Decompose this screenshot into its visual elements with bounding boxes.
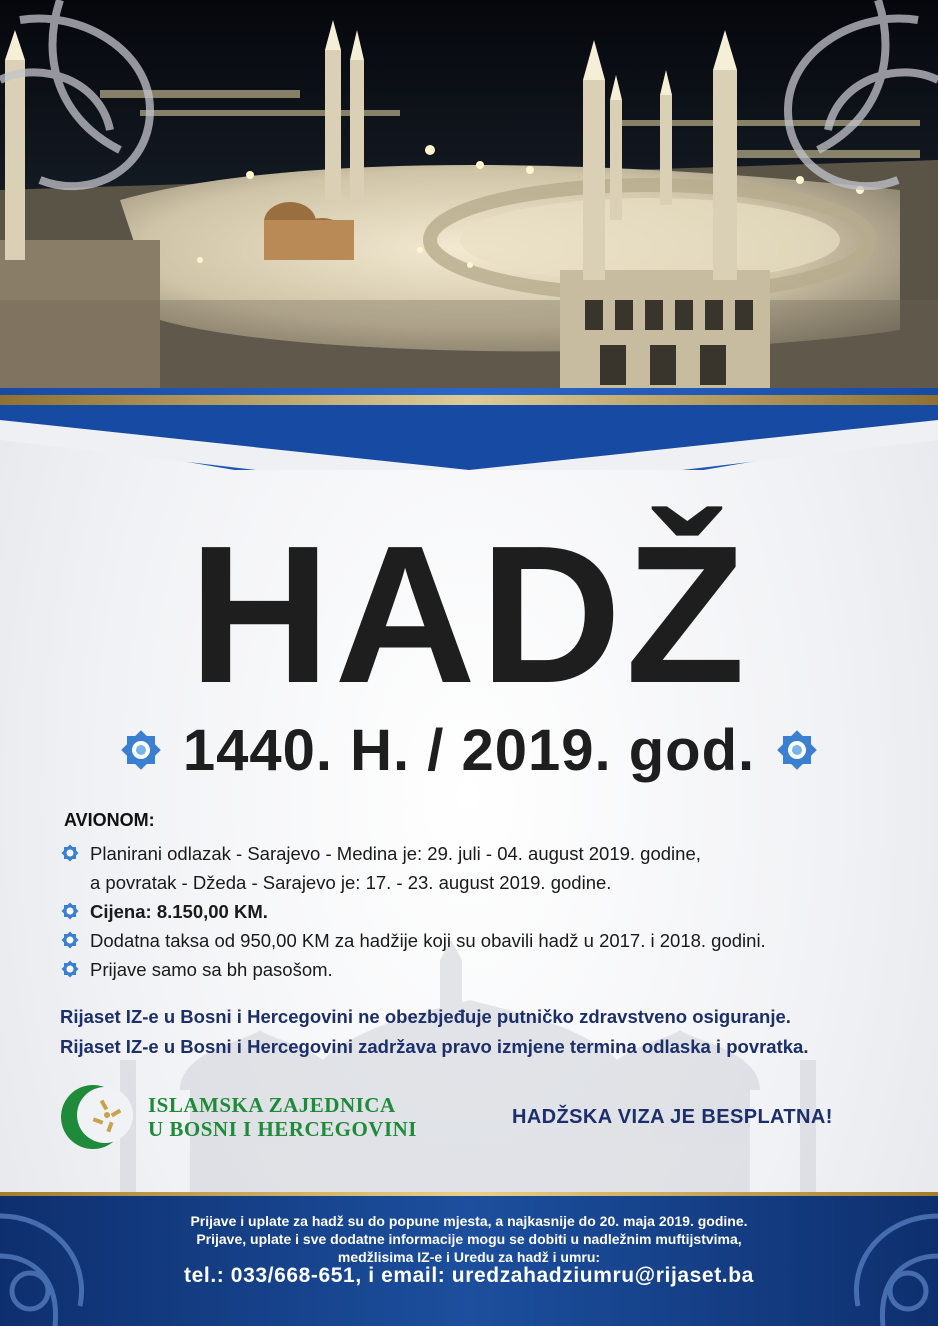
logo-text (148, 1093, 417, 1141)
departure-line-1: Planirani odlazak - Sarajevo - Medina je: 29. juli - 04. august 2019. godine, (90, 843, 701, 864)
section-label-avionom: AVIONOM: (64, 810, 155, 830)
logo-line-2: U BOSNI I HERCEGOVINI (148, 1117, 417, 1141)
footer-line-1: Prijave i uplate za hadž su do popune mjesta, a najkasnije do 20. maja 2019. godine. (190, 1213, 748, 1229)
star-ornament-icon (60, 930, 80, 950)
footer-contact: tel.: 033/668-651, i email: uredzahadziumru@rijaset.ba (184, 1264, 754, 1287)
corner-ornament-top-right-icon (748, 0, 938, 230)
insurance-note: Rijaset IZ-e u Bosni i Hercegovini ne obezbjeđuje putničko zdravstveno osiguranje. (60, 1006, 791, 1027)
changes-note: Rijaset IZ-e u Bosni i Hercegovini zadržava pravo izmjene termina odlaska i povratka. (60, 1036, 809, 1057)
departure-text (90, 839, 701, 897)
crescent-icon (58, 1082, 136, 1152)
list-item (58, 926, 898, 955)
logo-line-1: ISLAMSKA ZAJEDNICA (148, 1093, 396, 1117)
star-ornament-icon (60, 959, 80, 979)
visa-note: HADŽSKA VIZA JE BESPLATNA! (512, 1106, 833, 1128)
price-text: Cijena: 8.150,00 KM. (90, 901, 268, 922)
star-ornament-icon (773, 726, 821, 774)
notes (60, 1002, 880, 1062)
list-item (58, 897, 898, 926)
list-item (58, 955, 898, 984)
list-item (58, 839, 898, 897)
footer-line-3: medžlisima IZ-e i Uredu za hadž i umru: (337, 1249, 601, 1265)
departure-line-2: a povratak - Džeda - Sarajevo je: 17. - 23. august 2019. godine. (90, 872, 612, 893)
subtitle-year: 1440. H. / 2019. god. (182, 717, 756, 783)
logo (58, 1082, 417, 1152)
footer-line-2: Prijave, uplate i sve dodatne informacije mogu se dobiti u nadležnim muftijstvima, (196, 1231, 742, 1247)
star-ornament-icon (60, 901, 80, 921)
corner-ornament-top-left-icon (0, 0, 190, 230)
star-ornament-icon (60, 843, 80, 863)
star-ornament-icon (117, 726, 165, 774)
footer-gold-line (0, 1192, 938, 1196)
passport-text: Prijave samo sa bh pasošom. (90, 959, 333, 980)
travel-details (58, 810, 898, 984)
footer-info (0, 1212, 938, 1266)
footer (0, 1192, 938, 1326)
page-title: HADŽ (188, 505, 750, 724)
subtitle-row (0, 718, 938, 782)
fee-text: Dodatna taksa od 950,00 KM za hadžije koji su obavili hadž u 2017. i 2018. godini. (90, 930, 766, 951)
